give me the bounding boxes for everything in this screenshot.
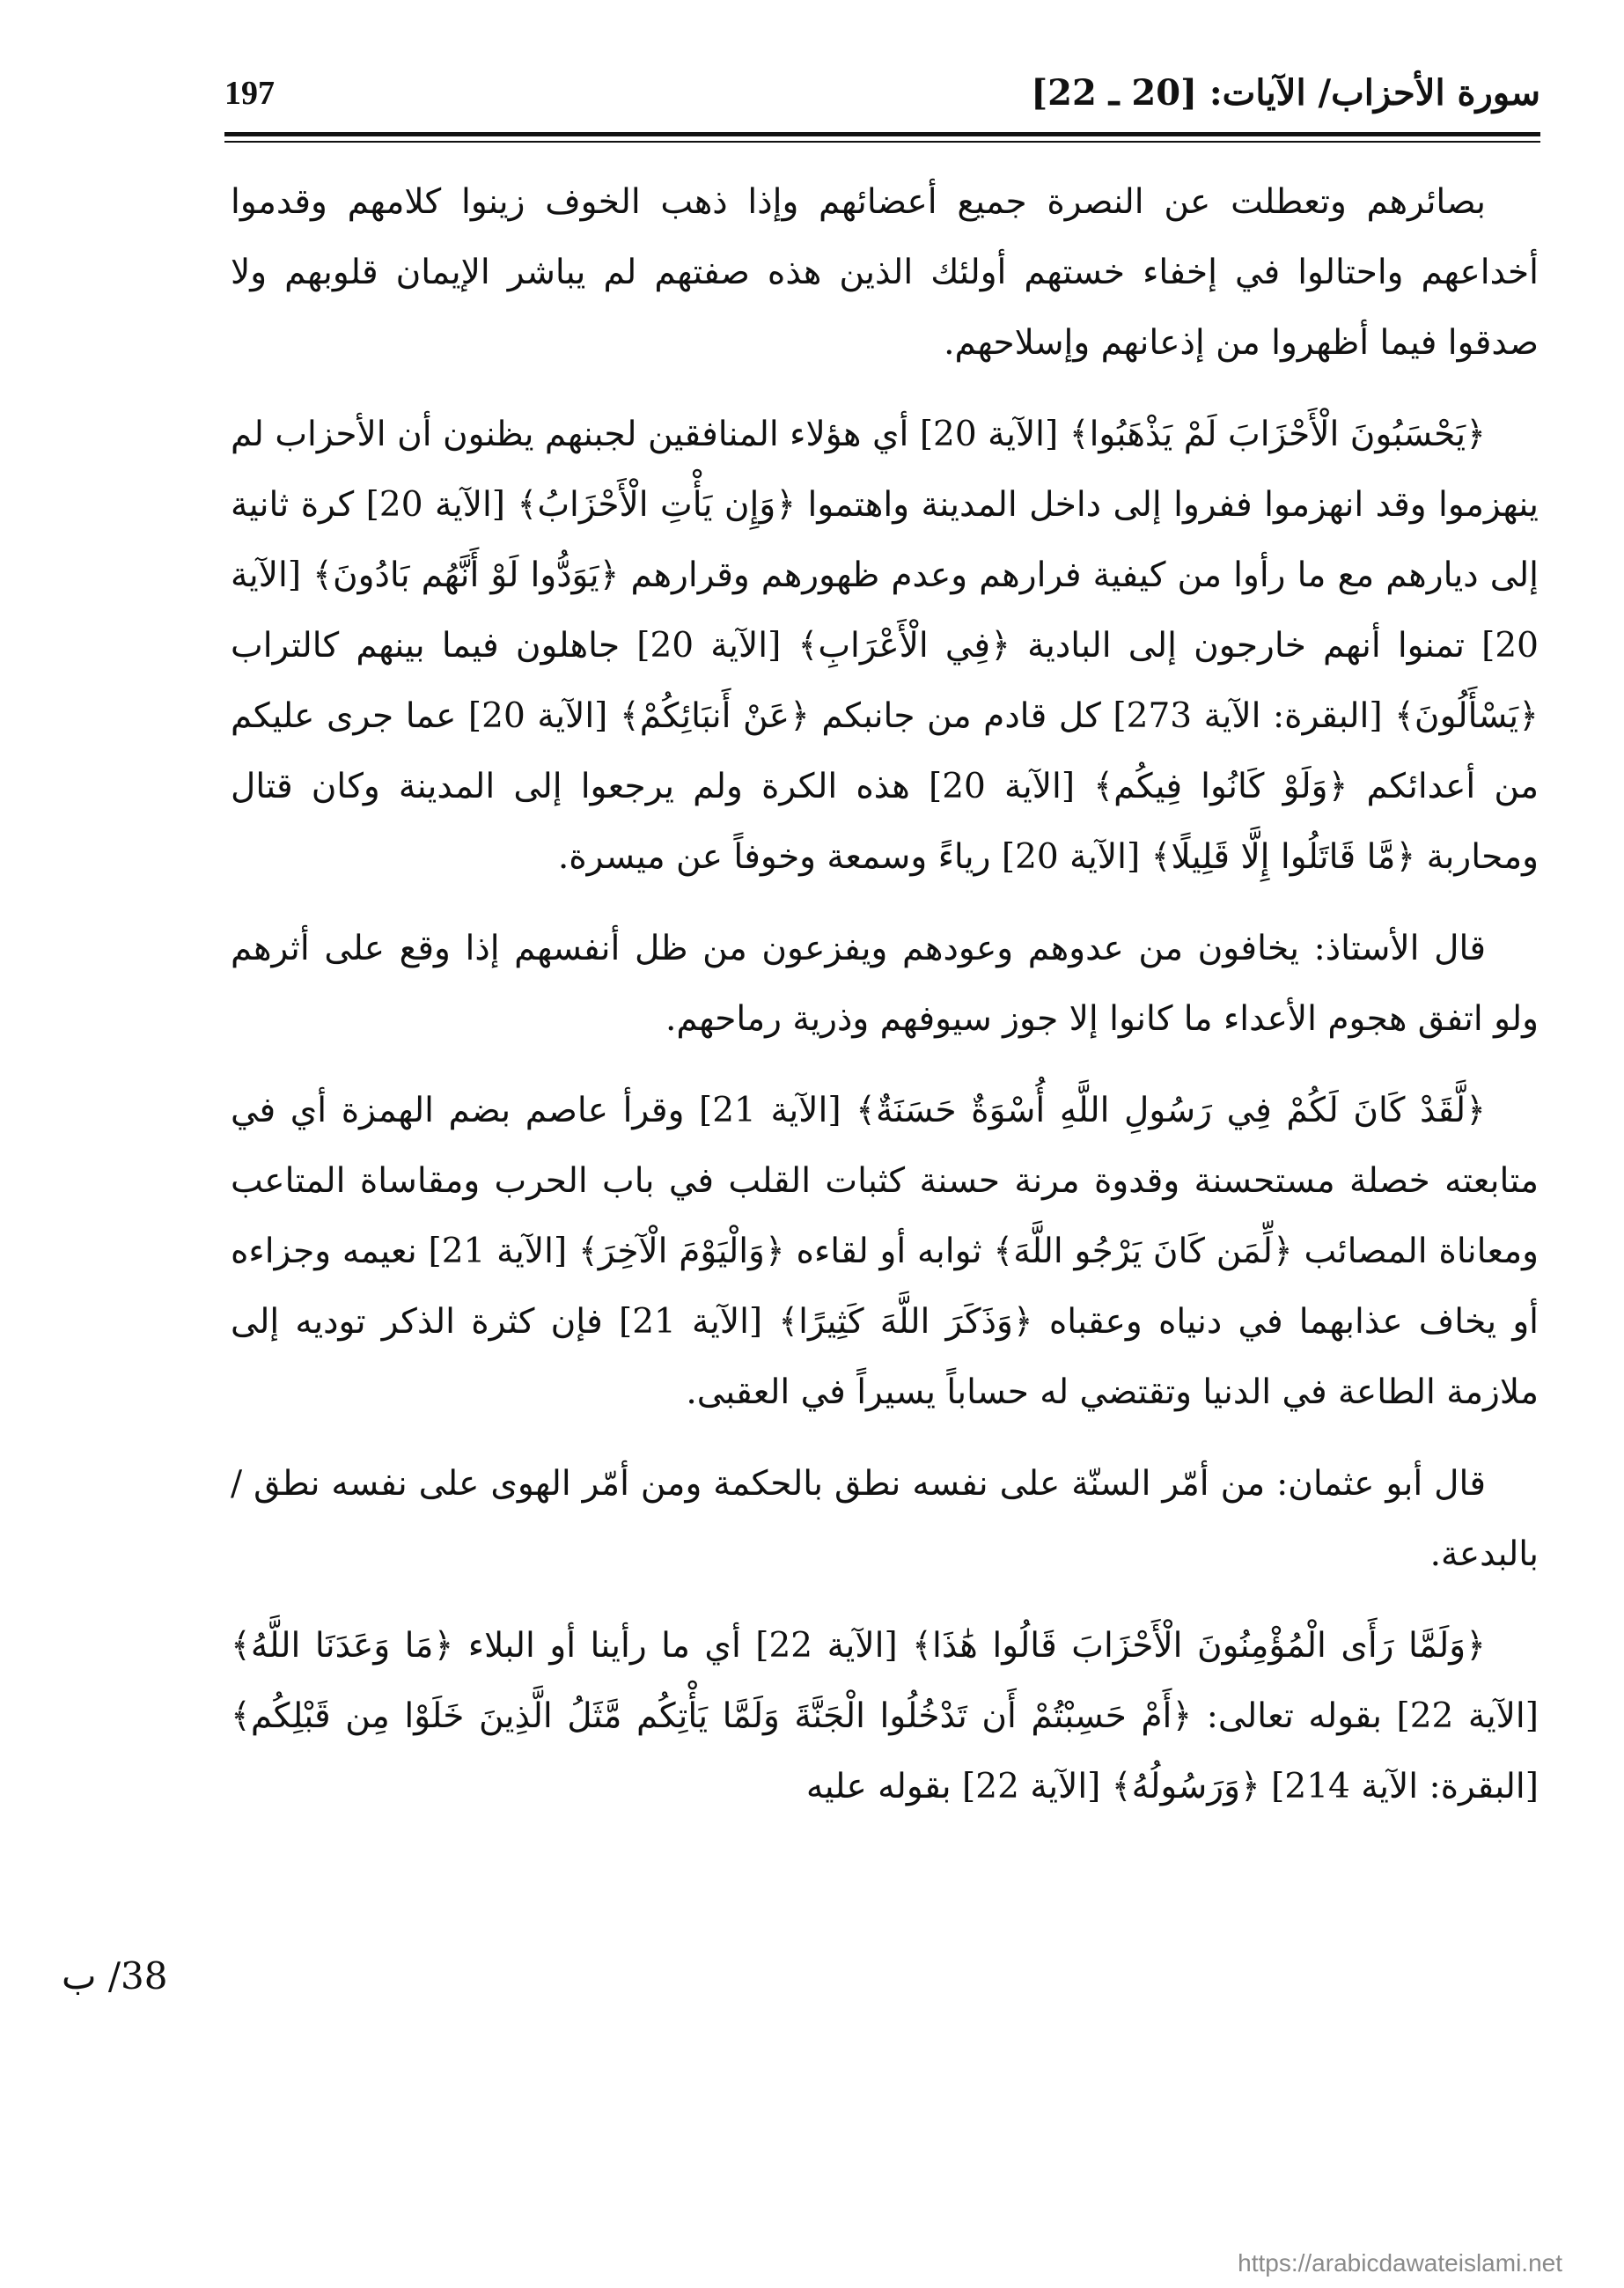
surah-title: سورة الأحزاب/ الآيات: [20 ـ 22]	[1031, 72, 1540, 114]
main-text	[231, 167, 1539, 1843]
watermark-url: https://arabicdawateislami.net	[1238, 2249, 1562, 2277]
paragraph: ﴿وَلَمَّا رَأَى الْمُؤْمِنُونَ الْأَحْزَابَ قَالُوا هَٰذَا﴾ [الآية 22] أي ما رأينا أو البلاء ﴿مَا وَعَدَنَا اللَّهُ﴾ [الآية 22] بقوله تعالى: ﴿أَمْ حَسِبْتُمْ أَن تَدْخُلُوا الْجَنَّةَ وَلَمَّا يَأْتِكُم مَّثَلُ الَّذِينَ خَلَوْا مِن قَبْلِكُم﴾ [البقرة: الآية 214] ﴿وَرَسُولُهُ﴾ [الآية 22] بقوله عليه	[231, 1626, 1539, 1806]
paragraph: ﴿لَّقَدْ كَانَ لَكُمْ فِي رَسُولِ اللَّهِ أُسْوَةٌ حَسَنَةٌ﴾ [الآية 21] وقرأ عاصم بضم الهمزة أي في متابعته خصلة مستحسنة وقدوة مرنة حسنة كثبات القلب في باب الحرب ومقاساة المتاعب ومعاناة المصائب ﴿لِّمَن كَانَ يَرْجُو اللَّهَ﴾ ثوابه أو لقاءه ﴿وَالْيَوْمَ الْآخِرَ﴾ [الآية 21] نعيمه وجزاءه أو يخاف عذابهما في دنياه وعقباه ﴿وَذَكَرَ اللَّهَ كَثِيرًا﴾ [الآية 21] فإن كثرة الذكر توديه إلى ملازمة الطاعة في الدنيا وتقتضي له حساباً يسيراً في العقبى.	[231, 1091, 1539, 1412]
paragraph: بصائرهم وتعطلت عن النصرة جميع أعضائهم وإذا ذهب الخوف زينوا كلامهم وقدموا أخداعهم واحتالوا في إخفاء خستهم أولئك الذين هذه صفتهم لم يباشر الإيمان قلوبهم ولا صدقوا فيما أظهروا من إذعانهم وإسلاحهم.	[231, 182, 1539, 363]
paragraph: ﴿يَحْسَبُونَ الْأَحْزَابَ لَمْ يَذْهَبُوا﴾ [الآية 20] أي هؤلاء المنافقين لجبنهم يظنون أن الأحزاب لم ينهزموا وقد انهزموا ففروا إلى داخل المدينة واهتموا ﴿وَإِن يَأْتِ الْأَحْزَابُ﴾ [الآية 20] كرة ثانية إلى ديارهم مع ما رأوا من كيفية فرارهم وعدم ظهورهم وقرارهم ﴿يَوَدُّوا لَوْ أَنَّهُم بَادُونَ﴾ [الآية 20] تمنوا أنهم خارجون إلى البادية ﴿فِي الْأَعْرَابِ﴾ [الآية 20] جاهلون فيما بينهم كالتراب ﴿يَسْأَلُونَ﴾ [البقرة: الآية 273] كل قادم من جانبكم ﴿عَنْ أَنبَائِكُمْ﴾ [الآية 20] عما جرى عليكم من أعدائكم ﴿وَلَوْ كَانُوا فِيكُم﴾ [الآية 20] هذه الكرة ولم يرجعوا إلى المدينة وكان قتال ومحاربة ﴿مَّا قَاتَلُوا إِلَّا قَلِيلًا﴾ [الآية 20] رياءً وسمعة وخوفاً عن ميسرة.	[231, 415, 1539, 877]
paragraph: قال أبو عثمان: من أمّر السنّة على نفسه نطق بالحكمة ومن أمّر الهوى على نفسه نطق / بالبدعة.	[231, 1464, 1539, 1574]
page-number: 197	[224, 75, 275, 112]
paragraph: قال الأستاذ: يخافون من عدوهم وعودهم ويفزعون من ظل أنفسهم إذا وقع على أثرهم ولو اتفق هجوم الأعداء ما كانوا إلا جوز سيوفهم وذرية رماحهم.	[231, 929, 1539, 1039]
running-header	[224, 63, 1540, 125]
manuscript-folio-note: 38/ ب	[62, 1954, 168, 1997]
header-rule-thin	[224, 141, 1540, 143]
header-rule-thick	[224, 132, 1540, 136]
